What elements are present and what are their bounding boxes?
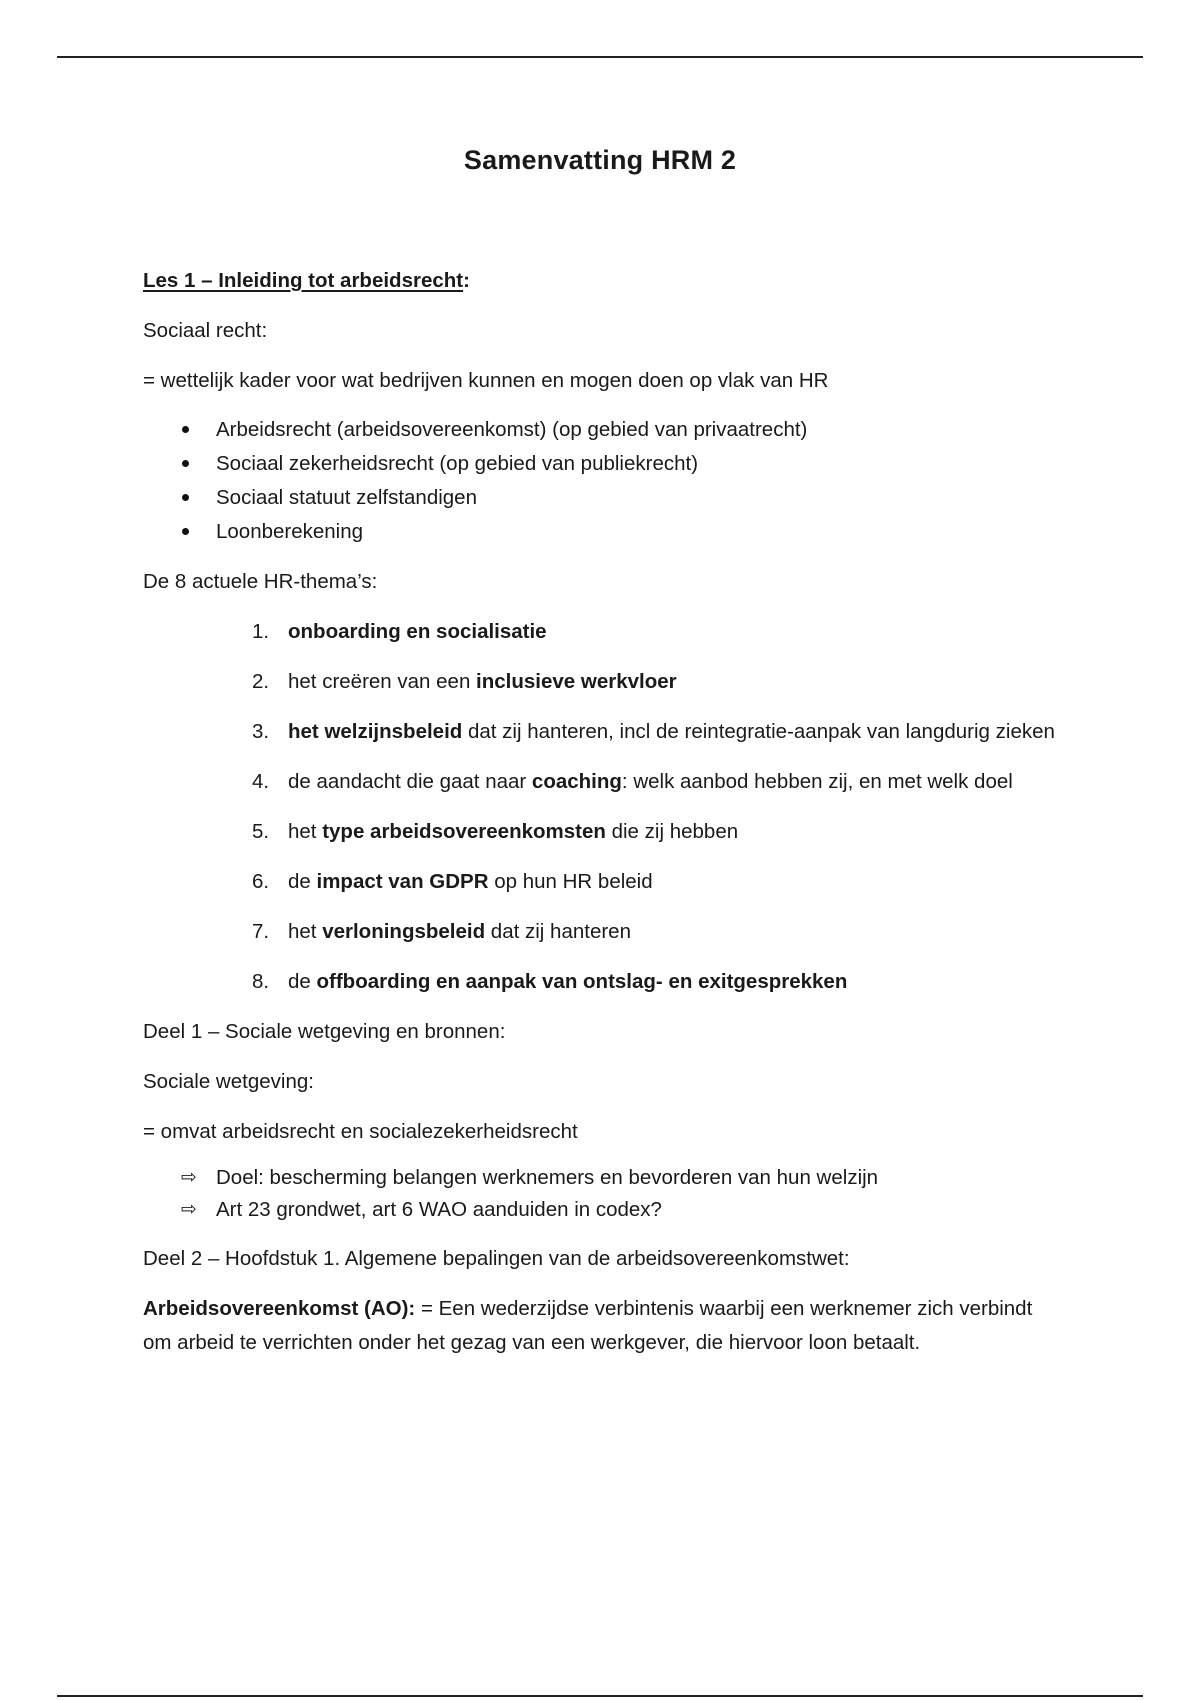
sociaal-recht-list — [143, 413, 1063, 549]
document-body — [143, 264, 1063, 1376]
theme-item: 4. de aandacht die gaat naar coaching: welk aanbod hebben zij, en met welk doel — [252, 770, 1013, 793]
bullet-icon — [182, 426, 189, 433]
lesson-heading-suffix: : — [463, 269, 470, 292]
list-item: ⇨ Art 23 grondwet, art 6 WAO aanduiden in codex? — [143, 1194, 1063, 1226]
theme-item: 1. onboarding en socialisatie — [252, 620, 547, 643]
header-rule — [57, 56, 1143, 58]
list-item: Loonberekening — [143, 515, 1063, 549]
list-item: Sociaal zekerheidsrecht (op gebied van publiekrecht) — [143, 447, 1063, 481]
arrow-right-icon: ⇨ — [181, 1167, 197, 1188]
sociaal-recht-definition: = wettelijk kader voor wat bedrijven kunnen en mogen doen op vlak van HR — [143, 369, 829, 392]
sociale-wetgeving-label: Sociale wetgeving: — [143, 1070, 314, 1093]
arbeidsovereenkomst-term: Arbeidsovereenkomst (AO): — [143, 1297, 416, 1320]
bullet-icon — [182, 528, 189, 535]
lesson-heading-text: Les 1 – Inleiding tot arbeidsrecht — [143, 269, 464, 292]
bullet-icon — [182, 460, 189, 467]
theme-item: 7. het verloningsbeleid dat zij hanteren — [252, 920, 631, 943]
arrow-right-icon: ⇨ — [181, 1199, 197, 1220]
list-item: Sociaal statuut zelfstandigen — [143, 481, 1063, 515]
themes-label: De 8 actuele HR-thema’s: — [143, 570, 378, 593]
sociale-wetgeving-definition: = omvat arbeidsrecht en socialezekerheidsrecht — [143, 1120, 578, 1143]
theme-item: 2. het creëren van een inclusieve werkvloer — [252, 670, 677, 693]
theme-item: 5. het type arbeidsovereenkomsten die zij hebben — [252, 820, 739, 843]
bullet-icon — [182, 494, 189, 501]
sociaal-recht-label: Sociaal recht: — [143, 319, 268, 342]
deel1-heading: Deel 1 – Sociale wetgeving en bronnen: — [143, 1020, 506, 1043]
document-title: Samenvatting HRM 2 — [463, 145, 737, 175]
theme-item: 3. het welzijnsbeleid dat zij hanteren, incl de reintegratie-aanpak van langdurig zieken — [252, 720, 1055, 743]
deel2-heading: Deel 2 – Hoofdstuk 1. Algemene bepalingen van de arbeidsovereenkomstwet: — [143, 1247, 850, 1270]
list-item: Arbeidsrecht (arbeidsovereenkomst) (op gebied van privaatrecht) — [143, 413, 1063, 447]
theme-item: 8. de offboarding en aanpak van ontslag- en exitgesprekken — [252, 970, 848, 993]
sociale-wetgeving-list — [143, 1162, 1063, 1226]
themes-list — [143, 615, 1063, 999]
list-item: ⇨ Doel: bescherming belangen werknemers en bevorderen van hun welzijn — [143, 1162, 1063, 1194]
theme-item: 6. de impact van GDPR op hun HR beleid — [252, 870, 653, 893]
arbeidsovereenkomst-definition: Arbeidsovereenkomst (AO): = Een wederzijdse verbintenis waarbij een werknemer zich verbindt om arbeid te verrichten onder het gezag van een werkgever, die hiervoor loon betaalt. — [143, 1297, 1033, 1354]
lesson-heading — [143, 264, 1063, 298]
footer-rule — [57, 1695, 1143, 1697]
